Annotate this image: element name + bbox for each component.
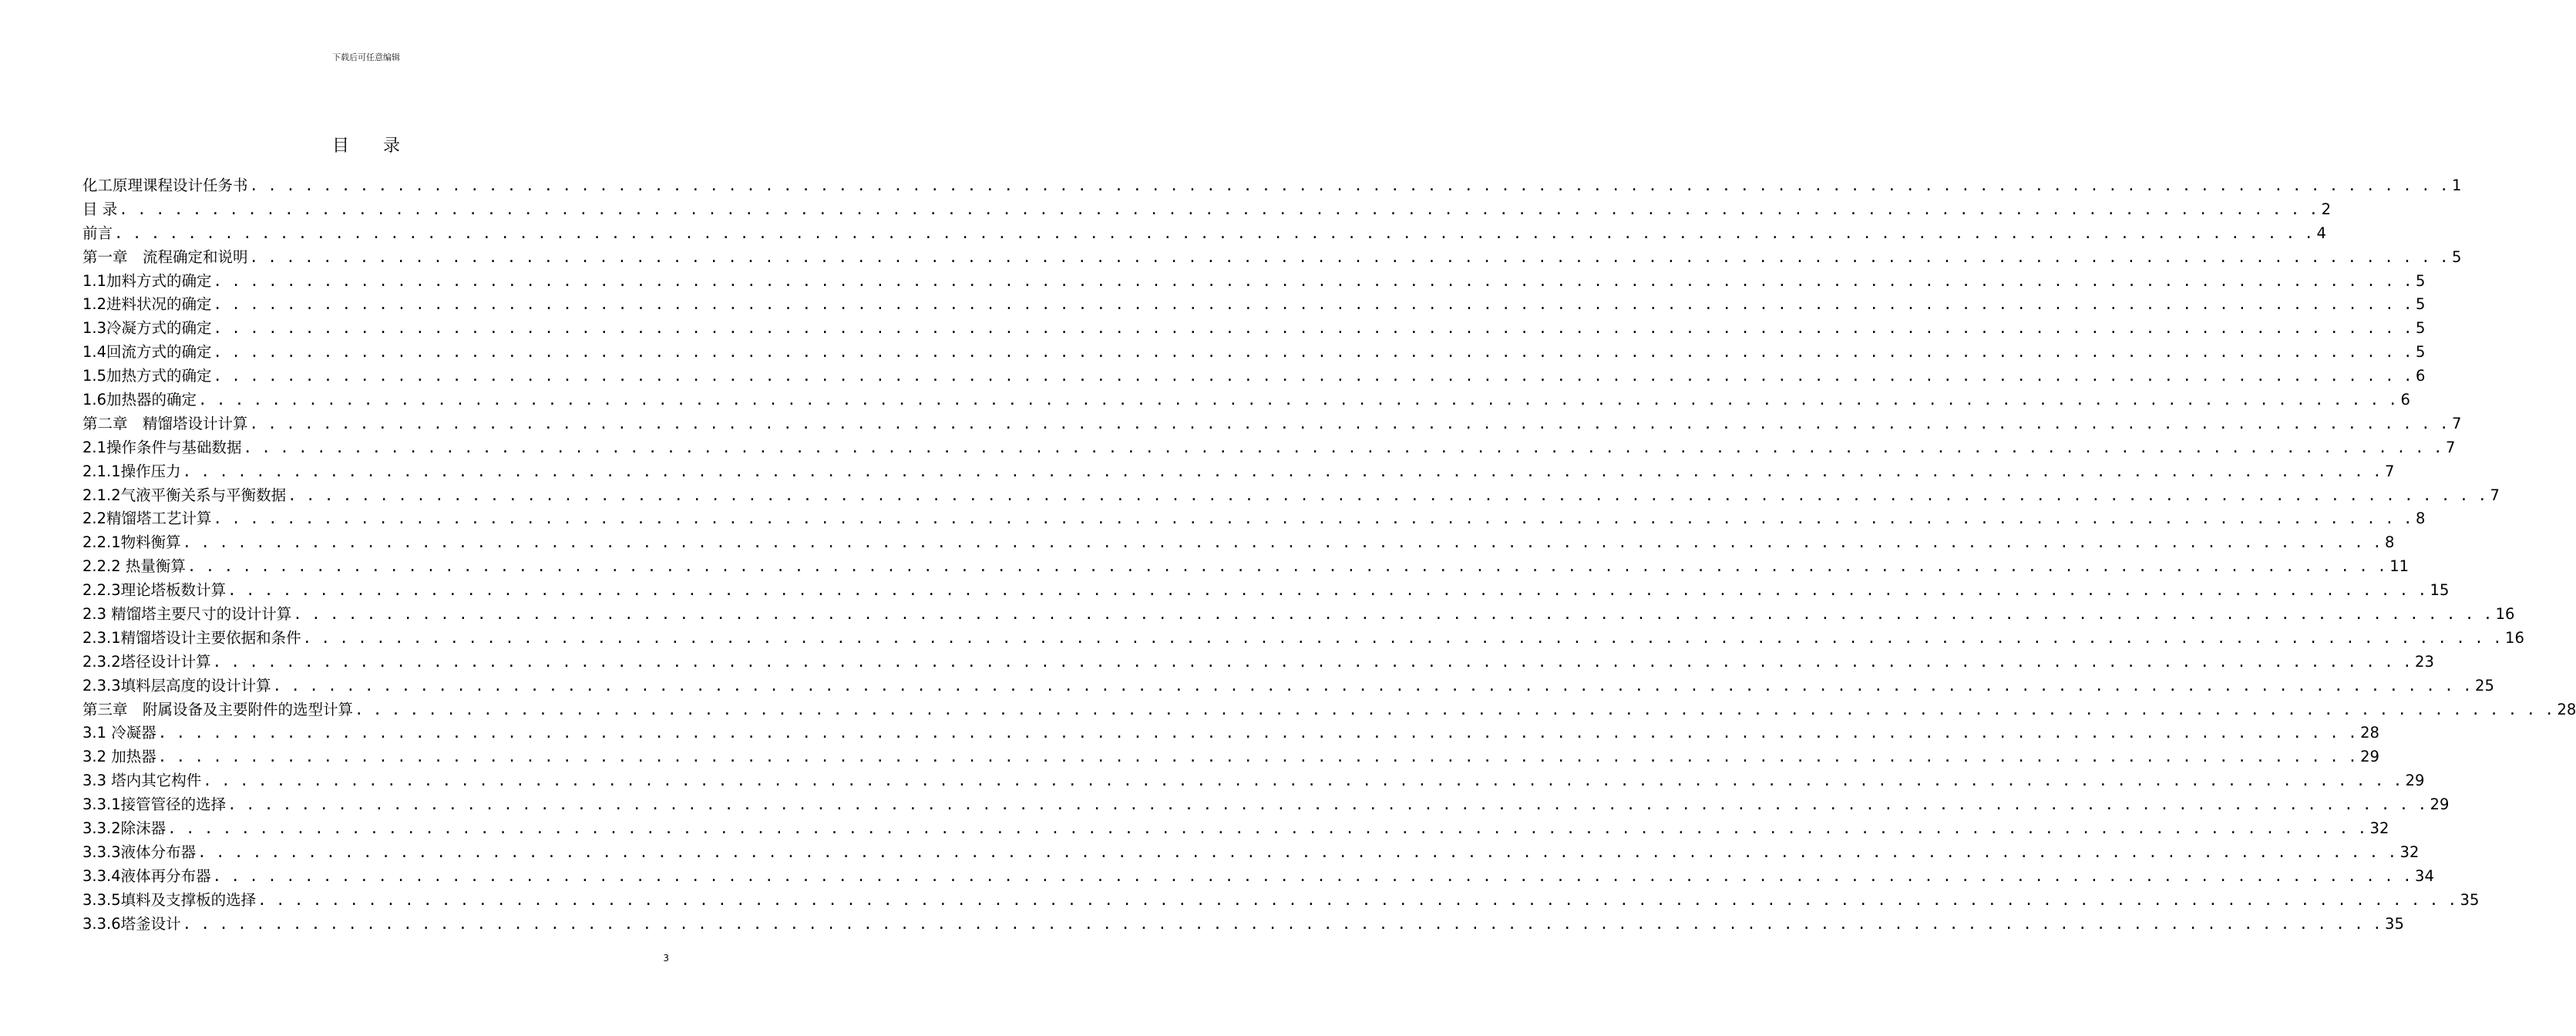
- toc-leader-dots: . . . . . . . . . . . . . . . . . . . . . . . . . . . . . . . . . . . . . . . . . . . . . . . . . . . . . . . . . . . . . . . . . . . . . . . . . . . . . . . . . . . . . . . . . . . . . . . . . . . . . . . . . . . . . . . . . . . . . . . .: [167, 820, 2367, 838]
- toc-leader-dots: . . . . . . . . . . . . . . . . . . . . . . . . . . . . . . . . . . . . . . . . . . . . . . . . . . . . . . . . . . . . . . . . . . . . . . . . . . . . . . . . . . . . . . . . . . . . . . . . . . . . . . . . . . . . . . . . . . . . . . . .: [257, 891, 2457, 909]
- toc-entry[interactable]: [82, 793, 2450, 817]
- page-title: [0, 133, 732, 156]
- toc-entry-page: 7: [2445, 438, 2456, 456]
- toc-entry-page: 7: [2385, 462, 2395, 480]
- toc-entry-page: 32: [2399, 843, 2420, 861]
- toc-entry[interactable]: [82, 460, 2395, 484]
- toc-entry[interactable]: [82, 865, 2434, 889]
- toc-entry-label: 第三章 附属设备及主要附件的选型计算: [82, 700, 354, 718]
- toc-leader-dots: . . . . . . . . . . . . . . . . . . . . . . . . . . . . . . . . . . . . . . . . . . . . . . . . . . . . . . . . . . . . . . . . . . . . . . . . . . . . . . . . . . . . . . . . . . . . . . . . . . . . . . . . . . . . . . . . . . . . . . . .: [249, 177, 2449, 194]
- toc-entry-label: 2.3.1精馏塔设计主要依据和条件: [82, 628, 301, 647]
- toc-leader-dots: . . . . . . . . . . . . . . . . . . . . . . . . . . . . . . . . . . . . . . . . . . . . . . . . . . . . . . . . . . . . . . . . . . . . . . . . . . . . . . . . . . . . . . . . . . . . . . . . . . . . . . . . . . . . . . . . . . . . . . . .: [213, 510, 2413, 528]
- title-char-right: 录: [383, 136, 401, 156]
- toc-leader-dots: . . . . . . . . . . . . . . . . . . . . . . . . . . . . . . . . . . . . . . . . . . . . . . . . . . . . . . . . . . . . . . . . . . . . . . . . . . . . . . . . . . . . . . . . . . . . . . . . . . . . . . . . . . . . . . . . . . . . . . . .: [213, 320, 2413, 338]
- toc-entry-label: 1.1加料方式的确定: [82, 271, 212, 290]
- toc-leader-dots: . . . . . . . . . . . . . . . . . . . . . . . . . . . . . . . . . . . . . . . . . . . . . . . . . . . . . . . . . . . . . . . . . . . . . . . . . . . . . . . . . . . . . . . . . . . . . . . . . . . . . . . . . . . . . . . . . . . . . . . .: [249, 248, 2449, 266]
- toc-entry-page: 8: [2385, 533, 2395, 552]
- toc-entry-page: 5: [2451, 247, 2462, 266]
- toc-entry-label: 2.1.2气液平衡关系与平衡数据: [82, 486, 287, 504]
- toc-entry[interactable]: [82, 651, 2434, 674]
- toc-entry-label: 目 录: [82, 200, 118, 218]
- toc-leader-dots: . . . . . . . . . . . . . . . . . . . . . . . . . . . . . . . . . . . . . . . . . . . . . . . . . . . . . . . . . . . . . . . . . . . . . . . . . . . . . . . . . . . . . . . . . . . . . . . . . . . . . . . . . . . . . . . . . . . . . . . .: [227, 582, 2427, 600]
- title-char-left: 目: [331, 136, 349, 156]
- toc-leader-dots: . . . . . . . . . . . . . . . . . . . . . . . . . . . . . . . . . . . . . . . . . . . . . . . . . . . . . . . . . . . . . . . . . . . . . . . . . . . . . . . . . . . . . . . . . . . . . . . . . . . . . . . . . . . . . . . . . . . . . . . .: [288, 486, 2487, 504]
- toc-leader-dots: . . . . . . . . . . . . . . . . . . . . . . . . . . . . . . . . . . . . . . . . . . . . . . . . . . . . . . . . . . . . . . . . . . . . . . . . . . . . . . . . . . . . . . . . . . . . . . . . . . . . . . . . . . . . . . . . . . . . . . . .: [114, 224, 2314, 242]
- toc-entry[interactable]: [82, 579, 2450, 603]
- toc-entry-label: 2.2.3理论塔板数计算: [82, 581, 227, 600]
- toc-leader-dots: . . . . . . . . . . . . . . . . . . . . . . . . . . . . . . . . . . . . . . . . . . . . . . . . . . . . . . . . . . . . . . . . . . . . . . . . . . . . . . . . . . . . . . . . . . . . . . . . . . . . . . . . . . . . . . . . . . . . . . . .: [212, 867, 2413, 885]
- toc-entry[interactable]: [82, 246, 2462, 270]
- toc-leader-dots: . . . . . . . . . . . . . . . . . . . . . . . . . . . . . . . . . . . . . . . . . . . . . . . . . . . . . . . . . . . . . . . . . . . . . . . . . . . . . . . . . . . . . . . . . . . . . . . . . . . . . . . . . . . . . . . . . . . . . . . .: [157, 725, 2358, 742]
- toc-leader-dots: . . . . . . . . . . . . . . . . . . . . . . . . . . . . . . . . . . . . . . . . . . . . . . . . . . . . . . . . . . . . . . . . . . . . . . . . . . . . . . . . . . . . . . . . . . . . . . . . . . . . . . . . . . . . . . . . . . . . . . . .: [213, 272, 2413, 290]
- toc-entry[interactable]: [82, 603, 2515, 627]
- toc-entry-page: 29: [2405, 772, 2425, 790]
- toc-entry-label: 3.3 塔内其它构件: [82, 772, 202, 790]
- toc-entry[interactable]: [82, 412, 2462, 436]
- toc-entry-page: 5: [2415, 271, 2426, 290]
- toc-entry-page: 5: [2415, 343, 2426, 362]
- toc-entry[interactable]: [82, 270, 2426, 294]
- toc-entry[interactable]: [82, 341, 2426, 365]
- toc-entry[interactable]: [82, 365, 2426, 388]
- toc-entry[interactable]: [82, 913, 2404, 937]
- toc-entry[interactable]: [82, 889, 2480, 913]
- toc-entry-label: 第二章 精馏塔设计计算: [82, 414, 248, 432]
- toc-entry[interactable]: [82, 317, 2426, 341]
- toc-entry-page: 23: [2415, 652, 2434, 671]
- toc-leader-dots: . . . . . . . . . . . . . . . . . . . . . . . . . . . . . . . . . . . . . . . . . . . . . . . . . . . . . . . . . . . . . . . . . . . . . . . . . . . . . . . . . . . . . . . . . . . . . . . . . . . . . . . . . . . . . . . . . . . . . . . .: [198, 392, 2398, 409]
- toc-entry-page: 6: [2415, 367, 2426, 385]
- toc-leader-dots: . . . . . . . . . . . . . . . . . . . . . . . . . . . . . . . . . . . . . . . . . . . . . . . . . . . . . . . . . . . . . . . . . . . . . . . . . . . . . . . . . . . . . . . . . . . . . . . . . . . . . . . . . . . . . . . . . . . . . . . .: [355, 701, 2554, 718]
- toc-entry-page: 34: [2415, 866, 2434, 885]
- toc-entry-page: 6: [2400, 391, 2410, 409]
- toc-entry[interactable]: [82, 484, 2500, 508]
- toc-entry-page: 4: [2316, 224, 2326, 242]
- toc-entry-label: 2.1操作条件与基础数据: [82, 438, 242, 456]
- toc-leader-dots: . . . . . . . . . . . . . . . . . . . . . . . . . . . . . . . . . . . . . . . . . . . . . . . . . . . . . . . . . . . . . . . . . . . . . . . . . . . . . . . . . . . . . . . . . . . . . . . . . . . . . . . . . . . . . . . . . . . . . . . .: [213, 296, 2413, 314]
- toc-entry[interactable]: [82, 555, 2410, 579]
- toc-entry-label: 2.3.2塔径设计计算: [82, 652, 211, 671]
- toc-leader-dots: . . . . . . . . . . . . . . . . . . . . . . . . . . . . . . . . . . . . . . . . . . . . . . . . . . . . . . . . . . . . . . . . . . . . . . . . . . . . . . . . . . . . . . . . . . . . . . . . . . . . . . . . . . . . . . . . . . . . . . . .: [212, 653, 2413, 671]
- toc-entry-label: 2.1.1操作压力: [82, 462, 181, 480]
- toc-entry[interactable]: [82, 745, 2379, 769]
- toc-entry-page: 7: [2490, 486, 2500, 504]
- toc-entry-label: 3.3.4液体再分布器: [82, 866, 211, 885]
- toc-entry-page: 35: [2460, 890, 2480, 909]
- toc-entry-page: 1: [2451, 177, 2462, 194]
- toc-entry[interactable]: [82, 674, 2494, 698]
- toc-leader-dots: . . . . . . . . . . . . . . . . . . . . . . . . . . . . . . . . . . . . . . . . . . . . . . . . . . . . . . . . . . . . . . . . . . . . . . . . . . . . . . . . . . . . . . . . . . . . . . . . . . . . . . . . . . . . . . . . . . . . . . . .: [302, 629, 2503, 647]
- toc-entry-label: 前言: [82, 224, 113, 242]
- toc-leader-dots: . . . . . . . . . . . . . . . . . . . . . . . . . . . . . . . . . . . . . . . . . . . . . . . . . . . . . . . . . . . . . . . . . . . . . . . . . . . . . . . . . . . . . . . . . . . . . . . . . . . . . . . . . . . . . . . . . . . . . . . .: [187, 558, 2387, 576]
- toc-entry[interactable]: [82, 436, 2456, 460]
- toc-leader-dots: . . . . . . . . . . . . . . . . . . . . . . . . . . . . . . . . . . . . . . . . . . . . . . . . . . . . . . . . . . . . . . . . . . . . . . . . . . . . . . . . . . . . . . . . . . . . . . . . . . . . . . . . . . . . . . . . . . . . . . . .: [293, 606, 2493, 624]
- toc-entry-label: 3.3.3液体分布器: [82, 843, 197, 861]
- toc-leader-dots: . . . . . . . . . . . . . . . . . . . . . . . . . . . . . . . . . . . . . . . . . . . . . . . . . . . . . . . . . . . . . . . . . . . . . . . . . . . . . . . . . . . . . . . . . . . . . . . . . . . . . . . . . . . . . . . . . . . . . . . .: [213, 344, 2413, 362]
- toc-entry-label: 2.3 精馏塔主要尺寸的设计计算: [82, 605, 292, 624]
- toc-entry-page: 29: [2430, 796, 2450, 814]
- toc-entry-label: 3.2 加热器: [82, 748, 156, 766]
- toc-entry-page: 2: [2321, 200, 2332, 218]
- toc-entry[interactable]: [82, 817, 2389, 841]
- toc-leader-dots: . . . . . . . . . . . . . . . . . . . . . . . . . . . . . . . . . . . . . . . . . . . . . . . . . . . . . . . . . . . . . . . . . . . . . . . . . . . . . . . . . . . . . . . . . . . . . . . . . . . . . . . . . . . . . . . . . . . . . . . .: [182, 534, 2383, 552]
- toc-entry-label: 2.3.3填料层高度的设计计算: [82, 676, 271, 695]
- toc-entry-page: 7: [2451, 414, 2462, 432]
- toc-leader-dots: . . . . . . . . . . . . . . . . . . . . . . . . . . . . . . . . . . . . . . . . . . . . . . . . . . . . . . . . . . . . . . . . . . . . . . . . . . . . . . . . . . . . . . . . . . . . . . . . . . . . . . . . . . . . . . . . . . . . . . . .: [157, 748, 2358, 766]
- toc-entry-label: 3.3.1接管管径的选择: [82, 796, 227, 814]
- toc-entry-label: 1.6加热器的确定: [82, 391, 197, 409]
- toc-entry-label: 3.3.2除沫器: [82, 819, 166, 838]
- toc-entry-page: 5: [2415, 319, 2426, 338]
- toc-leader-dots: . . . . . . . . . . . . . . . . . . . . . . . . . . . . . . . . . . . . . . . . . . . . . . . . . . . . . . . . . . . . . . . . . . . . . . . . . . . . . . . . . . . . . . . . . . . . . . . . . . . . . . . . . . . . . . . . . . . . . . . .: [182, 462, 2383, 480]
- toc-entry-label: 3.3.6塔釜设计: [82, 914, 181, 933]
- toc-entry[interactable]: [82, 222, 2326, 246]
- toc-entry[interactable]: [82, 198, 2332, 222]
- toc-entry-page: 15: [2430, 581, 2450, 600]
- toc-entry-label: 1.4回流方式的确定: [82, 343, 212, 362]
- toc-leader-dots: . . . . . . . . . . . . . . . . . . . . . . . . . . . . . . . . . . . . . . . . . . . . . . . . . . . . . . . . . . . . . . . . . . . . . . . . . . . . . . . . . . . . . . . . . . . . . . . . . . . . . . . . . . . . . . . . . . . . . . . .: [227, 796, 2427, 814]
- toc-entry-label: 3.1 冷凝器: [82, 724, 156, 742]
- toc-entry[interactable]: [82, 507, 2426, 531]
- header-note: 下载后可任意编辑: [332, 52, 400, 62]
- toc-entry-label: 第一章 流程确定和说明: [82, 247, 248, 266]
- toc-entry-label: 3.3.5填料及支撑板的选择: [82, 890, 257, 909]
- toc-entry[interactable]: [82, 841, 2420, 865]
- toc-entry[interactable]: [82, 388, 2410, 412]
- toc-entry-page: 28: [2360, 724, 2379, 742]
- toc-leader-dots: . . . . . . . . . . . . . . . . . . . . . . . . . . . . . . . . . . . . . . . . . . . . . . . . . . . . . . . . . . . . . . . . . . . . . . . . . . . . . . . . . . . . . . . . . . . . . . . . . . . . . . . . . . . . . . . . . . . . . . . .: [249, 415, 2449, 432]
- toc-entry-page: 28: [2557, 700, 2576, 718]
- toc-entry[interactable]: [82, 769, 2425, 793]
- toc-leader-dots: . . . . . . . . . . . . . . . . . . . . . . . . . . . . . . . . . . . . . . . . . . . . . . . . . . . . . . . . . . . . . . . . . . . . . . . . . . . . . . . . . . . . . . . . . . . . . . . . . . . . . . . . . . . . . . . . . . . . . . . .: [272, 677, 2473, 695]
- toc-entry-label: 化工原理课程设计任务书: [82, 177, 248, 194]
- toc-entry-page: 16: [2505, 628, 2524, 647]
- page-number: 3: [663, 953, 669, 964]
- toc-leader-dots: . . . . . . . . . . . . . . . . . . . . . . . . . . . . . . . . . . . . . . . . . . . . . . . . . . . . . . . . . . . . . . . . . . . . . . . . . . . . . . . . . . . . . . . . . . . . . . . . . . . . . . . . . . . . . . . . . . . . . . . .: [243, 439, 2443, 456]
- toc-entry[interactable]: [82, 627, 2524, 651]
- toc-entry-label: 2.2.2 热量衡算: [82, 557, 186, 576]
- toc-entry-page: 32: [2369, 819, 2389, 838]
- toc-entry-page: 16: [2495, 605, 2515, 624]
- toc-entry-label: 2.2精馏塔工艺计算: [82, 510, 212, 528]
- toc-entry-page: 5: [2415, 295, 2426, 314]
- toc-entry-page: 8: [2415, 510, 2426, 528]
- toc-entry-label: 1.2进料状况的确定: [82, 295, 212, 314]
- toc-entry-page: 25: [2475, 676, 2494, 695]
- toc-leader-dots: . . . . . . . . . . . . . . . . . . . . . . . . . . . . . . . . . . . . . . . . . . . . . . . . . . . . . . . . . . . . . . . . . . . . . . . . . . . . . . . . . . . . . . . . . . . . . . . . . . . . . . . . . . . . . . . . . . . . . . . .: [119, 200, 2319, 218]
- toc-entry-label: 2.2.1物料衡算: [82, 533, 181, 552]
- toc-leader-dots: . . . . . . . . . . . . . . . . . . . . . . . . . . . . . . . . . . . . . . . . . . . . . . . . . . . . . . . . . . . . . . . . . . . . . . . . . . . . . . . . . . . . . . . . . . . . . . . . . . . . . . . . . . . . . . . . . . . . . . . .: [197, 843, 2397, 861]
- toc-entry[interactable]: [82, 293, 2426, 317]
- toc-leader-dots: . . . . . . . . . . . . . . . . . . . . . . . . . . . . . . . . . . . . . . . . . . . . . . . . . . . . . . . . . . . . . . . . . . . . . . . . . . . . . . . . . . . . . . . . . . . . . . . . . . . . . . . . . . . . . . . . . . . . . . . .: [213, 368, 2413, 385]
- toc-entry[interactable]: [82, 698, 2576, 722]
- toc-entry-label: 1.5加热方式的确定: [82, 367, 212, 385]
- toc-entry-page: 35: [2385, 914, 2404, 933]
- toc-entry-page: 29: [2360, 748, 2379, 766]
- toc-entry[interactable]: [82, 722, 2379, 745]
- toc-leader-dots: . . . . . . . . . . . . . . . . . . . . . . . . . . . . . . . . . . . . . . . . . . . . . . . . . . . . . . . . . . . . . . . . . . . . . . . . . . . . . . . . . . . . . . . . . . . . . . . . . . . . . . . . . . . . . . . . . . . . . . . .: [182, 915, 2383, 933]
- toc-entry[interactable]: [82, 531, 2395, 555]
- toc-entry-page: 11: [2389, 557, 2410, 576]
- toc-leader-dots: . . . . . . . . . . . . . . . . . . . . . . . . . . . . . . . . . . . . . . . . . . . . . . . . . . . . . . . . . . . . . . . . . . . . . . . . . . . . . . . . . . . . . . . . . . . . . . . . . . . . . . . . . . . . . . . . . . . . . . . .: [203, 772, 2403, 790]
- toc-entry-label: 1.3冷凝方式的确定: [82, 319, 212, 338]
- table-of-contents: [82, 174, 2576, 937]
- toc-entry[interactable]: [82, 174, 2462, 198]
